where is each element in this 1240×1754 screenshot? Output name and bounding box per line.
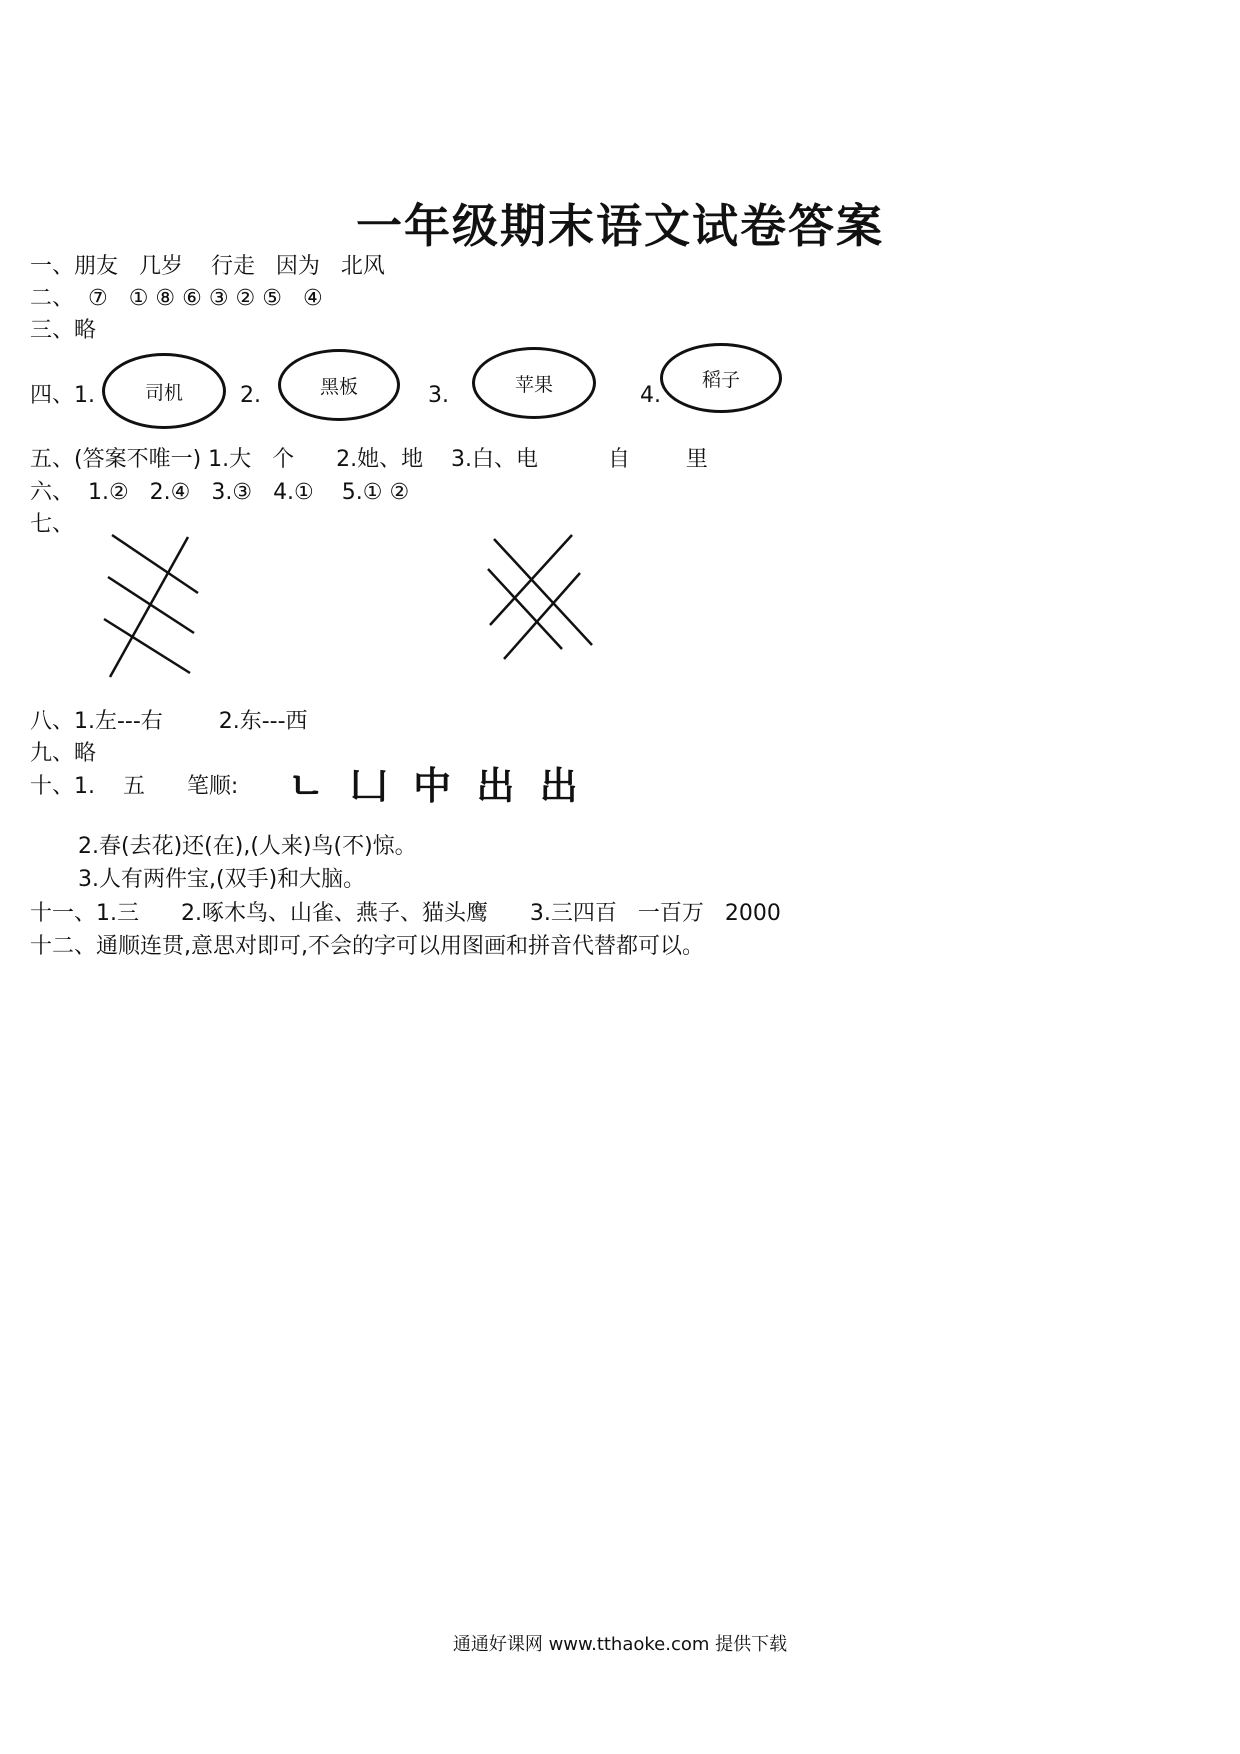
stroke-order-image: ㄴ 凵 中 出 出 (288, 764, 584, 808)
answer-10-line-3: 3.人有两件宝,(双手)和大脑。 (78, 867, 366, 892)
answer-9: 九、略 (30, 741, 97, 766)
answer-2: 二、 ⑦ ① ⑧ ⑥ ③ ② ⑤ ④ (30, 286, 323, 311)
answer-5: 五、(答案不唯一) 1.大 个 2.她、地 3.白、电 自 里 (30, 447, 708, 472)
answer-4-ellipse-4 (660, 343, 782, 413)
answer-7-label: 七、 (30, 512, 75, 537)
answer-4-ellipse-1 (102, 353, 226, 429)
crossing-lines-drawing-1 (90, 525, 220, 685)
answer-4-word-3: 苹果 (514, 373, 553, 396)
answer-12: 十二、通顺连贯,意思对即可,不会的字可以用图画和拼音代替都可以。 (30, 934, 704, 959)
answer-4-word-4: 稻子 (701, 368, 740, 391)
answer-4-ellipse-2 (278, 349, 400, 421)
answer-10-line-1: 十、1. 五 笔顺: (30, 774, 239, 799)
answer-4-prefix: 四、1. (30, 383, 95, 408)
answer-11: 十一、1.三 2.啄木鸟、山雀、燕子、猫头鹰 3.三四百 一百万 2000 (30, 901, 781, 926)
answer-4-label-4: 4. (640, 383, 661, 408)
crossing-lines-drawing-2 (480, 525, 600, 665)
answer-10-line-2: 2.春(去花)还(在),(人来)鸟(不)惊。 (78, 834, 417, 859)
answer-1: 一、朋友 几岁 行走 因为 北风 (30, 254, 385, 279)
answer-4-ellipse-3 (472, 347, 596, 419)
answer-3: 三、略 (30, 318, 97, 343)
answer-6: 六、 1.② 2.④ 3.③ 4.① 5.① ② (30, 480, 410, 505)
answer-8: 八、1.左---右 2.东---西 (30, 709, 308, 734)
page-title: 一年级期末语文试卷答案 (356, 199, 884, 253)
answer-4-label-2: 2. (240, 383, 261, 408)
answer-4-label-3: 3. (428, 383, 449, 408)
answer-4-word-1: 司机 (144, 381, 183, 404)
answer-4-word-2: 黑板 (319, 375, 358, 398)
footer-source: 通通好课网 www.tthaoke.com 提供下载 (452, 1634, 788, 1655)
